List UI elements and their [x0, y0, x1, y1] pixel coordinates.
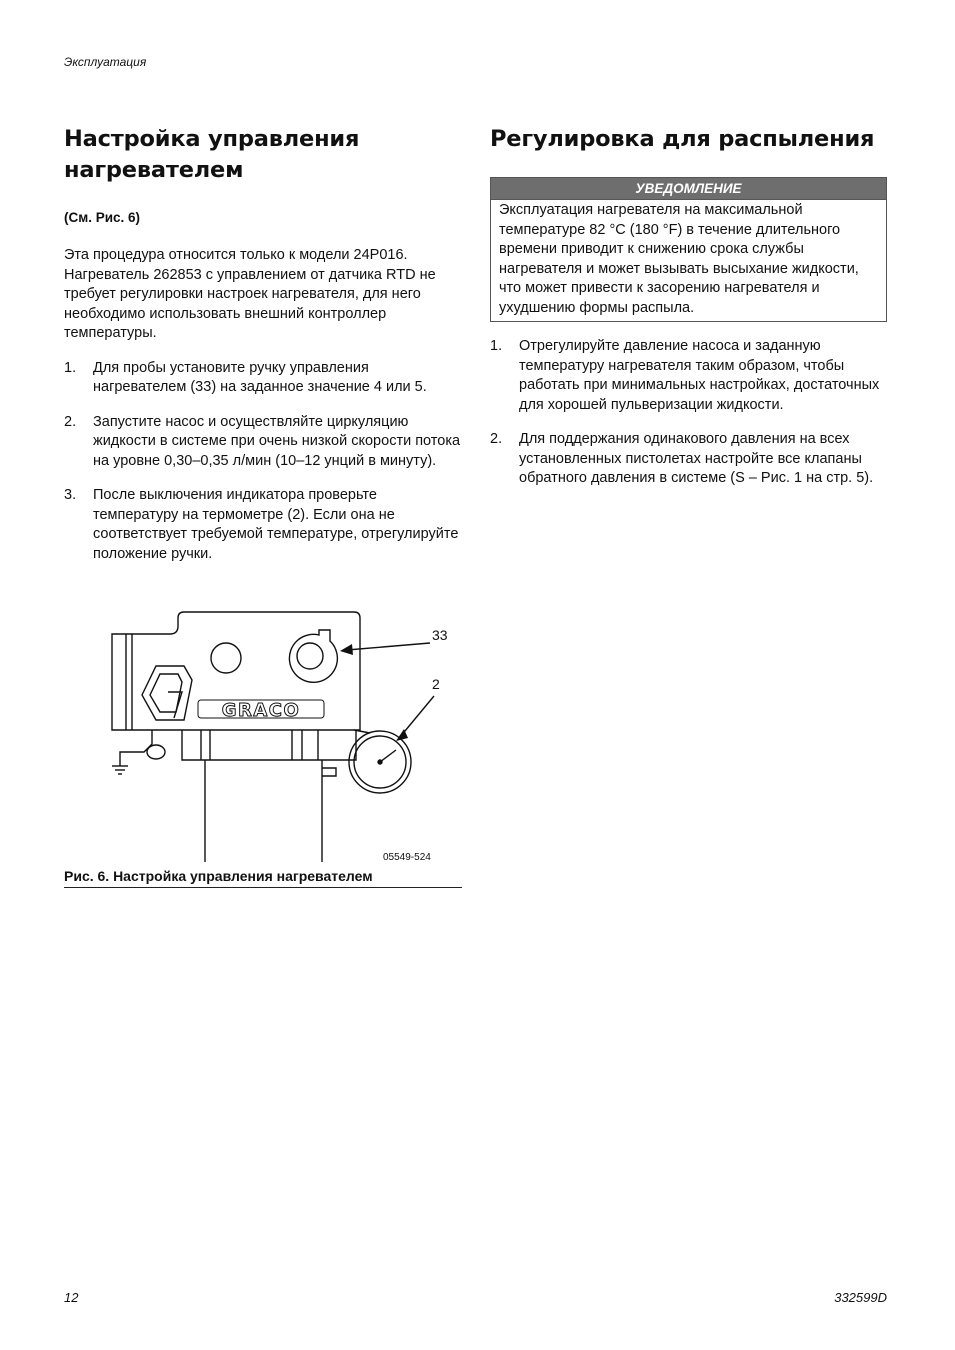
figure-id: 05549-524	[383, 852, 431, 863]
step-text: Для пробы установите ручку управления нагревателем (33) на заданное значение 4 или 5.	[93, 359, 427, 395]
list-item	[64, 486, 462, 564]
step-text: Для поддержания одинакового давления на всех установленных пистолетах настройте все клапаны обратного давления в системе (S – Рис. 1 на стр. 5).	[519, 431, 874, 486]
title-line-2: нагревателем	[64, 157, 244, 183]
list-item	[490, 430, 887, 489]
callout-33: 33	[432, 627, 448, 643]
heater-illustration	[64, 600, 462, 865]
heater-control-figure	[64, 600, 462, 865]
notice-body: Эксплуатация нагревателя на максимальной температуре 82 °C (180 °F) в течение длительного времени приводит к снижению срока службы нагревателя и может вызывать высыхание жидкости, что может привести к засорению нагревателя и ухудшению формы распыла.	[499, 202, 859, 316]
list-item	[490, 337, 887, 415]
step-number: 3.	[64, 487, 77, 503]
section-title-spray-adjustment: Регулировка для распыления	[490, 126, 875, 152]
step-number: 1.	[490, 338, 503, 354]
figure-reference: (См. Рис. 6)	[64, 210, 141, 225]
callout-leader-2	[400, 696, 434, 737]
list-item	[64, 413, 462, 472]
graco-logo-text: GRACO	[221, 700, 301, 721]
step-number: 2.	[490, 431, 503, 447]
figure-caption: Рис. 6. Настройка управления нагревателем	[64, 868, 462, 888]
list-item	[64, 359, 462, 398]
notice-box	[490, 177, 887, 322]
step-text: После выключения индикатора проверьте температуру на термометре (2). Если она не соответствует требуемой температуре, отрегулируйте положение ручки.	[93, 487, 459, 562]
left-column	[64, 124, 462, 564]
heater-steps-list	[64, 359, 462, 565]
running-header: Эксплуатация	[64, 55, 147, 69]
step-text: Отрегулируйте давление насоса и заданную температуру нагревателя таким образом, чтобы работать при минимальных настройках, достаточных для хорошей пульверизации жидкости.	[519, 338, 880, 413]
callout-2: 2	[432, 676, 440, 692]
notice-header: УВЕДОМЛЕНИЕ	[491, 178, 886, 200]
intro-paragraph: Эта процедура относится только к модели 24P016. Нагреватель 262853 с управлением от датчика RTD не требует регулировки настроек нагревателя, для него необходимо использовать внешний контроллер температуры.	[64, 247, 436, 341]
ground-symbol	[120, 730, 152, 766]
document-id: 332599D	[834, 1290, 887, 1305]
step-text: Запустите насос и осуществляйте циркуляцию жидкости в системе при очень низкой скорости потока на уровне 0,30–0,35 л/мин (10–12 унций в минуту).	[93, 413, 461, 469]
title-line-1: Настройка управления	[64, 126, 360, 152]
indicator-lamp	[211, 643, 241, 673]
step-number: 1.	[64, 359, 77, 376]
spray-steps-list	[490, 337, 887, 489]
step-number: 2.	[64, 413, 77, 430]
section-title-heater-control	[64, 124, 462, 186]
right-column	[490, 124, 887, 489]
page-number: 12	[64, 1290, 79, 1305]
